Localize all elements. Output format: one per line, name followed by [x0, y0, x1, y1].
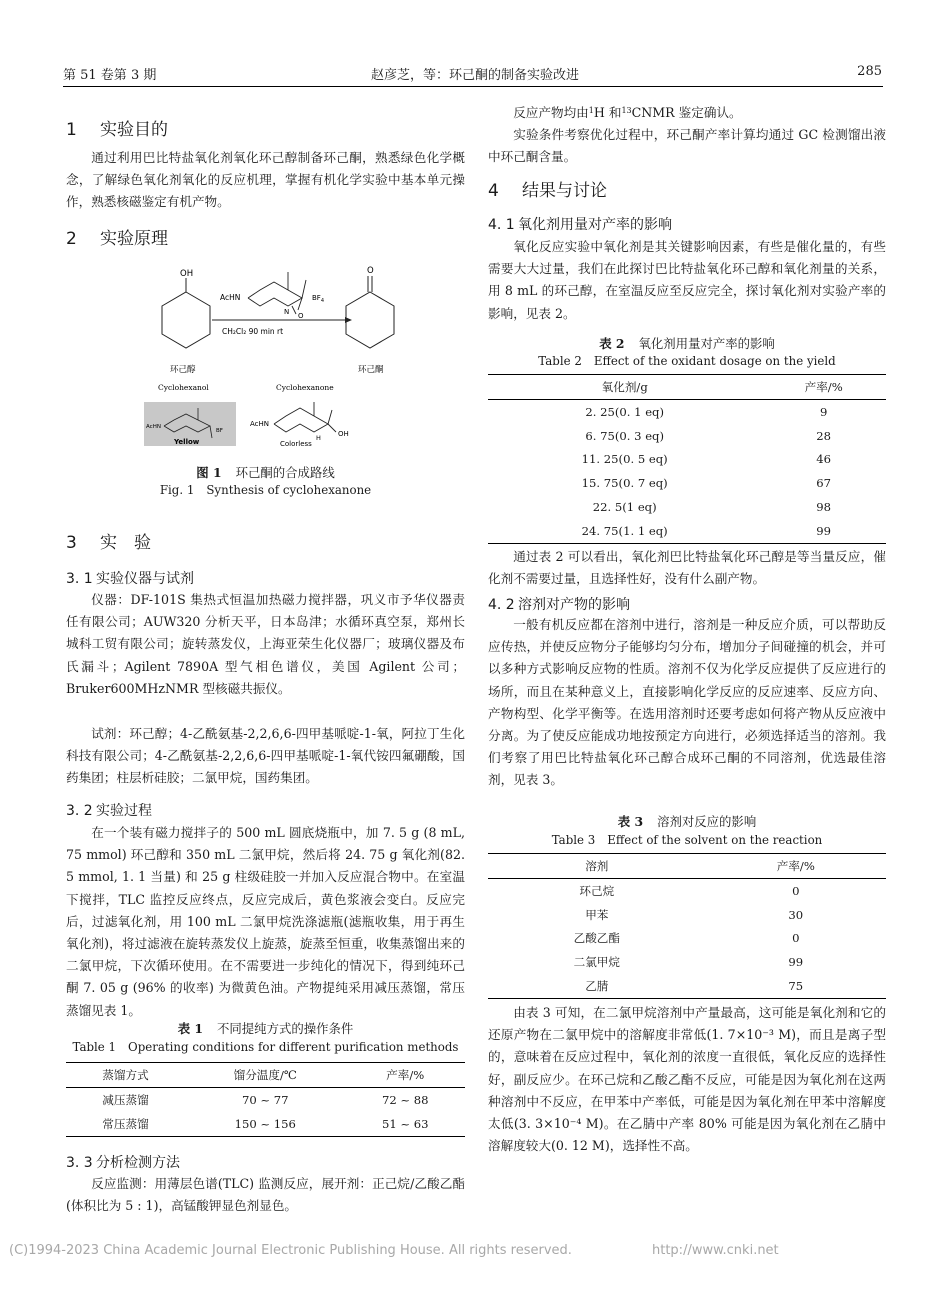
- table-1-cell: 70 ~ 77: [241, 1092, 289, 1107]
- product-en: Cyclohexanone: [276, 383, 334, 392]
- table-3-row: [488, 950, 886, 974]
- section-3-1-reagents: 试剂：环己醇；4-乙酰氨基-2,2,6,6-四甲基哌啶-1-氧，阿拉丁生化科技有限公司；4-乙酰氨基-2,2,6,6-四甲基哌啶-1-氧代铵四氟硼酸，国药集团；柱层析硅胶；二氯甲烷，国药集团。: [66, 726, 465, 786]
- table-2-cell: 2. 25(0. 1 eq): [585, 404, 664, 419]
- table-2-row: [488, 471, 886, 495]
- table-3-cell: 二氯甲烷: [573, 955, 620, 970]
- table-2-cell: 15. 75(0. 7 eq): [581, 476, 668, 491]
- achn-small-label: AcHN: [146, 424, 161, 430]
- h-label: H: [316, 434, 321, 442]
- table-2-header: 氧化剂/g: [488, 375, 761, 400]
- achn2-label: AcHN: [250, 420, 270, 428]
- running-title: 赵彦芝，等：环己酮的制备实验改进: [370, 68, 579, 83]
- table-1-cell: 减压蒸馏: [102, 1092, 149, 1107]
- table-3-cell: 75: [788, 979, 804, 994]
- table-3-cell: 99: [788, 955, 804, 970]
- table-1-header: 馏分温度/℃: [185, 1063, 345, 1088]
- oxidant-structure: [248, 272, 306, 314]
- section-3-heading: 3 实 验: [66, 533, 151, 553]
- section-4-2-heading: 4. 2 溶剂对产物的影响: [488, 597, 630, 613]
- section-3-1-heading: 3. 1 实验仪器与试剂: [66, 571, 194, 587]
- table-2-cell: 6. 75(0. 3 eq): [585, 428, 664, 443]
- section-3-3-gc: 实验条件考察优化过程中，环己酮产率计算均通过 GC 检测馏出液中环己酮含量。: [488, 127, 886, 165]
- table-1: [66, 1062, 465, 1137]
- section-3-1-instruments: 仪器：DF-101S 集热式恒温加热磁力搅拌器，巩义市予华仪器责任有限公司；AUW320 分析天平，日本岛津；水循环真空泵，郑州长城科工贸有限公司；旋转蒸发仪，上海亚荣生化仪器厂；玻璃仪器及布氏漏斗；Agilent 7890A 型气相色谱仪，美国 Agilent 公司；Bruker600MHzNMR 型核磁共振仪。: [66, 592, 465, 696]
- table-3-cell: 乙酸乙酯: [573, 931, 620, 946]
- table-2-cell: 24. 75(1. 1 eq): [581, 523, 668, 538]
- cnki-url[interactable]: http://www.cnki.net: [652, 1243, 779, 1258]
- colorless-structure: [274, 402, 336, 432]
- bf4-label: $BF_4$: [312, 294, 325, 304]
- table-2-row: [488, 448, 886, 472]
- section-4-1-heading: 4. 1 氧化剂用量对产率的影响: [488, 217, 672, 233]
- table-3-cell: 乙腈: [585, 979, 609, 994]
- section-3-2-heading: 3. 2 实验过程: [66, 803, 152, 819]
- table-2-row: [488, 495, 886, 519]
- table-2-row: [488, 400, 886, 424]
- journal-volume: 第 51 卷第 3 期: [63, 68, 157, 83]
- cyclohexanol-structure: [162, 278, 210, 348]
- table-1-caption-en: Table 1 Operating conditions for different purification methods: [72, 1040, 459, 1054]
- yellow-label: Yellow: [174, 438, 200, 446]
- table-3-row: [488, 903, 886, 927]
- section-4-2-discussion: 由表 3 可知，在二氯甲烷溶剂中产量最高，这可能是氧化剂和它的还原产物在二氯甲烷中的溶解度非常低(1. 7×10⁻³ M)，而且是离子型的，意味着在反应过程中，氧化剂的浓度一直很低，氧化反应的选择性好，副反应少。在环己烷和乙酸乙酯不反应，可能是因为氧化剂在这两种溶剂中不反应，在甲苯中产率低，可能是因为氧化剂在甲苯中溶解度太低(3. 3×10⁻⁴ M)。在乙腈中产率 80% 可能是因为氧化剂在乙腈中溶解度较大(0. 12 M)，选择性不高。: [488, 1005, 886, 1154]
- section-3-3-monitoring: 反应监测：用薄层色谱(TLC) 监测反应，展开剂：正己烷/乙酸乙酯(体积比为 5 : 1)，高锰酸钾显色剂显色。: [66, 1176, 465, 1214]
- section-3-3-heading: 3. 3 分析检测方法: [66, 1155, 180, 1171]
- table-1-header: 蒸馏方式: [66, 1063, 185, 1088]
- table-1-cell: 150 ~ 156: [234, 1116, 296, 1131]
- table-3-row: [488, 927, 886, 951]
- table-2-cell: 98: [816, 500, 832, 515]
- section-4-1-conclusion: 通过表 2 可以看出，氧化剂巴比特盐氧化环己醇是等当量反应，催化剂不需要过量，且选择性好，没有什么副产物。: [488, 549, 886, 587]
- table-3-cell: 0: [792, 883, 800, 898]
- table-1-cell: 72 ~ 88: [381, 1092, 429, 1107]
- table-2-caption-en: Table 2 Effect of the oxidant dosage on the yield: [538, 354, 836, 368]
- table-2-cell: 67: [816, 476, 832, 491]
- section-4-heading: 4 结果与讨论: [488, 181, 607, 201]
- table-2-cell: 9: [819, 404, 828, 419]
- table-1-cell: 常压蒸馏: [102, 1116, 149, 1131]
- table-2-cell: 46: [816, 452, 832, 467]
- table-2-cell: 22. 5(1 eq): [592, 500, 657, 515]
- table-3-caption-cn: 表 3 溶剂对反应的影响: [617, 814, 757, 829]
- n-label: N: [284, 308, 290, 316]
- table-3-row: [488, 974, 886, 998]
- section-3-2-procedure: 在一个装有磁力搅拌子的 500 mL 圆底烧瓶中，加 7. 5 g (8 mL, 75 mmol) 环己醇和 350 mL 二氯甲烷，然后将 24. 75 g 氧化剂(82. 5 mmol, 1. 1 当量) 和 25 g 柱级硅胶一并加入反应混合物中。在室温下搅拌，TLC 监控反应终点，反应完成后，黄色浆液会变白。反应完后，过滤氧化剂，用 100 mL 二氯甲烷洗涤滤瓶(滤瓶收集，用于再生氧化剂)，将过滤液在旋转蒸发仪上旋蒸，旋蒸至恒重，收集蒸馏出来的二氯甲烷，下次循环使用。在不需要进一步纯化的情况下，得到纯环己酮 7. 05 g (96% 的收率) 为微黄色油。产物提纯采用减压蒸馏，常压蒸馏见表 1。: [66, 825, 465, 1018]
- table-1-caption-cn: 表 1 不同提纯方式的操作条件: [177, 1021, 354, 1036]
- table-2-cell: 28: [816, 428, 832, 443]
- table-3: [488, 853, 886, 999]
- table-1-row: [66, 1112, 465, 1136]
- reactant-cn: 环己醇: [170, 365, 196, 375]
- figure-1-caption-en: Fig. 1 Synthesis of cyclohexanone: [159, 483, 372, 497]
- table-1-row: [66, 1088, 465, 1112]
- o-label: O: [367, 266, 374, 276]
- table-3-header: 产率/%: [706, 854, 886, 879]
- table-3-cell: 0: [792, 931, 800, 946]
- page-number: 285: [857, 64, 882, 79]
- figure-1-scheme: [140, 262, 410, 472]
- table-2-header: 产率/%: [761, 375, 886, 400]
- section-3-3-nmr: 反应产物均由$^1$H 和$^{13}$CNMR 鉴定确认。: [513, 105, 742, 120]
- table-1-header: 产率/%: [345, 1063, 465, 1088]
- section-2-heading: 2 实验原理: [66, 229, 168, 249]
- table-2: [488, 374, 886, 544]
- product-cn: 环己酮: [358, 365, 384, 375]
- figure-1-caption-cn: 图 1 环己酮的合成路线: [196, 465, 335, 480]
- header-rule: [63, 86, 883, 87]
- section-4-2-paragraph: 一般有机反应都在溶剂中进行，溶剂是一种反应介质，可以帮助反应传热，并使反应物分子能够均匀分布，增加分子间碰撞的机会，并可以多种方式影响反应物的性质。溶剂不仅为化学反应提供了反应进行的场所，而且在某种意义上，直接影响化学反应的反应速率、反应方向、产物构型、化学平衡等。在选用溶剂时还要考虑如何将产物从反应液中分离。为了使反应能成功地按预定方向进行，必须选择适当的溶剂。我们考察了用巴比特盐氧化环己醇合成环己酮的不同溶剂，优选最佳溶剂，见表 3。: [488, 617, 886, 788]
- section-1-heading: 1 实验目的: [66, 120, 168, 140]
- table-3-cell: 30: [788, 907, 804, 922]
- table-1-cell: 51 ~ 63: [381, 1116, 429, 1131]
- o-oxidant-label: O: [298, 312, 304, 320]
- table-3-cell: 环己烷: [579, 883, 615, 898]
- reactant-en: Cyclohexanol: [158, 383, 209, 392]
- table-2-cell: 99: [816, 523, 832, 538]
- oh-label: OH: [180, 269, 194, 279]
- section-1-paragraph: 通过利用巴比特盐氧化剂氧化环己醇制备环己酮，熟悉绿色化学概念，了解绿色氧化剂氧化的反应机理，掌握有机化学实验中基本单元操作，熟悉核磁鉴定有机产物。: [66, 150, 465, 210]
- bf-small-label: BF: [216, 428, 223, 434]
- copyright-footer: (C)1994-2023 China Academic Journal Electronic Publishing House. All rights reserved.: [9, 1243, 572, 1258]
- table-3-cell: 甲苯: [585, 907, 609, 922]
- reaction-scheme-drawing: [140, 262, 410, 472]
- oh2-label: OH: [338, 430, 349, 438]
- table-2-row: [488, 424, 886, 448]
- table-2-row: [488, 519, 886, 543]
- section-4-1-paragraph: 氧化反应实验中氧化剂是其关键影响因素，有些是催化量的，有些需要大大过量，我们在此探讨巴比特盐氧化环己醇和氧化剂量的关系，用 8 mL 的环己醇，在室温反应至反应完全，探讨氧化剂对实验产率的影响，见表 2。: [488, 239, 886, 321]
- table-2-cell: 11. 25(0. 5 eq): [581, 452, 668, 467]
- conditions-label: CH₂Cl₂ 90 min rt: [222, 327, 284, 336]
- table-3-header: 溶剂: [488, 854, 706, 879]
- table-2-caption-cn: 表 2 氧化剂用量对产率的影响: [599, 336, 775, 351]
- achn-label: AcHN: [220, 293, 241, 302]
- colorless-label: Colorless: [280, 440, 312, 448]
- table-3-row: [488, 879, 886, 903]
- table-3-caption-en: Table 3 Effect of the solvent on the reaction: [551, 833, 823, 847]
- cyclohexanone-structure: [346, 276, 394, 348]
